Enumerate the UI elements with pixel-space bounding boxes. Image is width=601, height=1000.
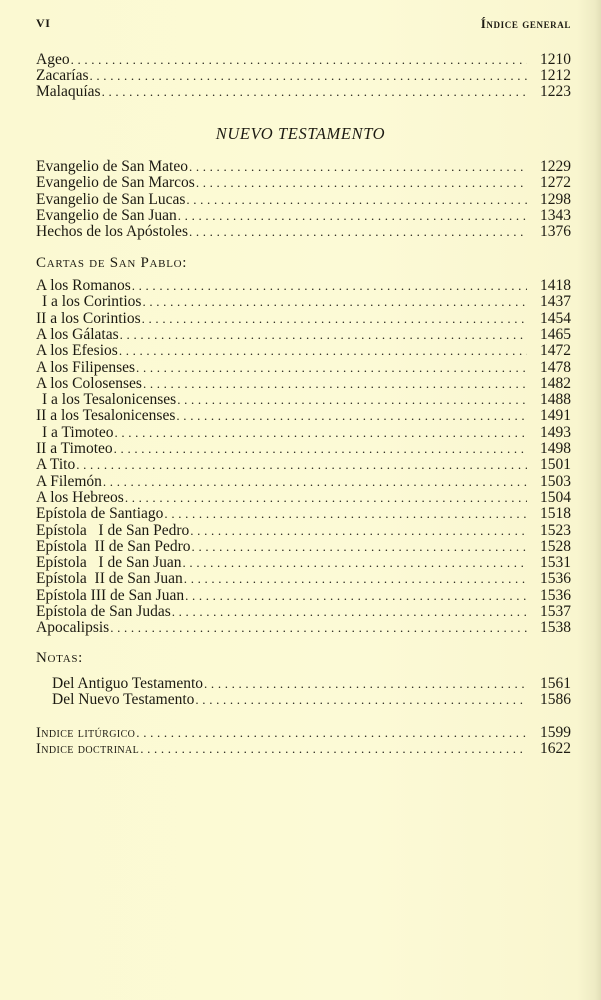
toc-entry bbox=[36, 223, 571, 240]
dot-leader bbox=[102, 83, 527, 100]
entry-page: 1465 bbox=[540, 325, 571, 343]
dot-leader bbox=[186, 191, 527, 208]
entry-page: 1561 bbox=[540, 675, 571, 692]
running-title: Índice general bbox=[480, 16, 571, 31]
entry-page: 1472 bbox=[540, 342, 571, 360]
dot-leader bbox=[110, 619, 527, 636]
dot-leader bbox=[103, 473, 527, 490]
toc-entry bbox=[36, 456, 571, 473]
entry-page: 1210 bbox=[540, 51, 571, 68]
entry-page: 1488 bbox=[540, 391, 571, 409]
toc-entry bbox=[36, 310, 571, 327]
entry-label: Indice doctrinal bbox=[36, 741, 140, 758]
dot-leader bbox=[185, 587, 527, 604]
toc-entry bbox=[36, 724, 571, 741]
dot-leader bbox=[177, 391, 527, 408]
toc-entry bbox=[36, 691, 571, 708]
entry-label: I a los Corintios bbox=[42, 293, 142, 311]
entry-label: Indice litúrgico bbox=[36, 725, 136, 741]
toc-entry bbox=[36, 207, 571, 224]
toc-entry bbox=[36, 342, 571, 359]
toc-entry bbox=[36, 740, 571, 757]
entry-label: Epístola I de San Juan bbox=[36, 554, 182, 572]
toc-entry bbox=[36, 407, 571, 424]
toc-entry bbox=[36, 489, 571, 506]
entry-label: Zacarías bbox=[36, 67, 89, 84]
entry-page: 1538 bbox=[540, 619, 571, 637]
dot-leader bbox=[114, 440, 527, 457]
entry-label: A Tito bbox=[36, 456, 76, 474]
entry-page: 1454 bbox=[540, 309, 571, 327]
entry-page: 1504 bbox=[540, 488, 571, 506]
entry-page: 1212 bbox=[540, 67, 571, 84]
entry-label: I a los Tesalonicenses bbox=[42, 391, 177, 409]
entry-label: Hechos de los Apóstoles bbox=[36, 223, 188, 241]
toc-entry bbox=[36, 51, 571, 68]
section-title-new-testament: NUEVO TESTAMENTO bbox=[215, 124, 386, 143]
group-heading-notas: Notas: bbox=[36, 650, 84, 666]
toc-entry bbox=[36, 293, 571, 310]
dot-leader bbox=[172, 603, 527, 620]
entry-label: I a Timoteo bbox=[42, 423, 114, 441]
toc-entry bbox=[36, 603, 571, 620]
entry-page: 1536 bbox=[540, 570, 571, 588]
toc-entry bbox=[36, 391, 571, 408]
dot-leader bbox=[143, 375, 527, 392]
dot-leader bbox=[176, 407, 527, 424]
toc-entry bbox=[36, 375, 571, 392]
entry-page: 1528 bbox=[540, 537, 571, 555]
entry-label: Epístola I de San Pedro bbox=[36, 521, 190, 539]
dot-leader bbox=[189, 158, 527, 175]
entry-label: A los Colosenses bbox=[36, 374, 142, 392]
entry-label: Epístola de Santiago bbox=[36, 505, 164, 523]
dot-leader bbox=[183, 554, 527, 571]
toc-entry bbox=[36, 424, 571, 441]
entry-page: 1501 bbox=[540, 456, 571, 474]
dot-leader bbox=[71, 51, 527, 68]
dot-leader bbox=[192, 538, 527, 555]
entry-page: 1437 bbox=[540, 293, 571, 311]
dot-leader bbox=[142, 293, 527, 310]
dot-leader bbox=[196, 174, 527, 191]
entry-label: Malaquías bbox=[36, 83, 101, 100]
dot-leader bbox=[190, 522, 527, 539]
entry-page: 1223 bbox=[540, 83, 571, 100]
page-folio: VI bbox=[36, 16, 51, 30]
entry-label: II a los Tesalonicenses bbox=[36, 407, 176, 425]
entry-page: 1586 bbox=[540, 691, 571, 709]
entry-page: 1418 bbox=[540, 277, 571, 294]
toc-entry bbox=[36, 522, 571, 539]
entry-page: 1482 bbox=[540, 374, 571, 392]
dot-leader bbox=[120, 326, 527, 343]
entry-page: 1537 bbox=[540, 603, 571, 620]
dot-leader bbox=[90, 67, 528, 84]
dot-leader bbox=[189, 223, 527, 240]
toc-entry bbox=[36, 277, 571, 294]
group-heading-cartas: Cartas de San Pablo: bbox=[36, 255, 188, 271]
entry-page: 1599 bbox=[540, 724, 571, 741]
entry-label: A los Filipenses bbox=[36, 358, 136, 376]
dot-leader bbox=[195, 691, 527, 708]
entry-label: Del Antiguo Testamento bbox=[52, 675, 204, 692]
entry-page: 1376 bbox=[540, 223, 571, 241]
entry-page: 1536 bbox=[540, 586, 571, 604]
entry-label: II a los Corintios bbox=[36, 309, 141, 327]
toc-entry bbox=[36, 440, 571, 457]
entry-label: Epístola III de San Juan bbox=[36, 586, 185, 604]
toc-entry bbox=[36, 158, 571, 175]
entry-label: Epístola de San Judas bbox=[36, 603, 171, 620]
dot-leader bbox=[142, 310, 527, 327]
toc-entry bbox=[36, 587, 571, 604]
entry-label: A los Hebreos bbox=[36, 488, 124, 506]
entry-label: Evangelio de San Lucas bbox=[36, 190, 186, 208]
entry-page: 1523 bbox=[540, 521, 571, 539]
entry-label: Evangelio de San Juan bbox=[36, 206, 177, 224]
entry-page: 1503 bbox=[540, 472, 571, 490]
entry-page: 1622 bbox=[540, 740, 571, 758]
dot-leader bbox=[125, 489, 527, 506]
entry-page: 1518 bbox=[540, 505, 571, 523]
entry-label: A los Efesios bbox=[36, 342, 118, 360]
running-head bbox=[36, 16, 571, 32]
toc-entry bbox=[36, 359, 571, 376]
dot-leader bbox=[178, 207, 527, 224]
dot-leader bbox=[140, 740, 527, 757]
entry-page: 1272 bbox=[540, 174, 571, 192]
dot-leader bbox=[114, 424, 527, 441]
toc-entry bbox=[36, 191, 571, 208]
dot-leader bbox=[119, 342, 527, 359]
toc-entry bbox=[36, 675, 571, 692]
toc-entry bbox=[36, 473, 571, 490]
dot-leader bbox=[204, 675, 527, 692]
dot-leader bbox=[164, 505, 527, 522]
entry-label: A los Gálatas bbox=[36, 325, 119, 343]
entry-page: 1531 bbox=[540, 554, 571, 572]
entry-label: Epístola II de San Juan bbox=[36, 570, 183, 588]
entry-page: 1493 bbox=[540, 423, 571, 441]
entry-label: Evangelio de San Mateo bbox=[36, 158, 188, 175]
entry-label: Evangelio de San Marcos bbox=[36, 174, 195, 192]
entry-page: 1229 bbox=[540, 158, 571, 175]
entry-label: Ageo bbox=[36, 51, 70, 68]
entry-label: Apocalipsis bbox=[36, 619, 110, 637]
entry-label: A Filemón bbox=[36, 472, 102, 490]
toc-entry bbox=[36, 326, 571, 343]
entry-page: 1298 bbox=[540, 190, 571, 208]
toc-entry bbox=[36, 538, 571, 555]
entry-label: A los Romanos bbox=[36, 277, 131, 294]
entry-page: 1343 bbox=[540, 206, 571, 224]
toc-entry bbox=[36, 619, 571, 636]
toc-entry bbox=[36, 67, 571, 84]
toc-entry bbox=[36, 174, 571, 191]
dot-leader bbox=[132, 277, 527, 294]
entry-page: 1478 bbox=[540, 358, 571, 376]
entry-label: Del Nuevo Testamento bbox=[52, 691, 195, 709]
toc-entry bbox=[36, 554, 571, 571]
toc-entry bbox=[36, 570, 571, 587]
dot-leader bbox=[136, 724, 527, 741]
dot-leader bbox=[136, 359, 527, 376]
dot-leader bbox=[76, 456, 527, 473]
toc-entry bbox=[36, 83, 571, 100]
entry-page: 1491 bbox=[540, 407, 571, 425]
toc-entry bbox=[36, 505, 571, 522]
entry-page: 1498 bbox=[540, 440, 571, 457]
dot-leader bbox=[184, 570, 527, 587]
entry-label: II a Timoteo bbox=[36, 440, 113, 457]
entry-label: Epístola II de San Pedro bbox=[36, 537, 191, 555]
